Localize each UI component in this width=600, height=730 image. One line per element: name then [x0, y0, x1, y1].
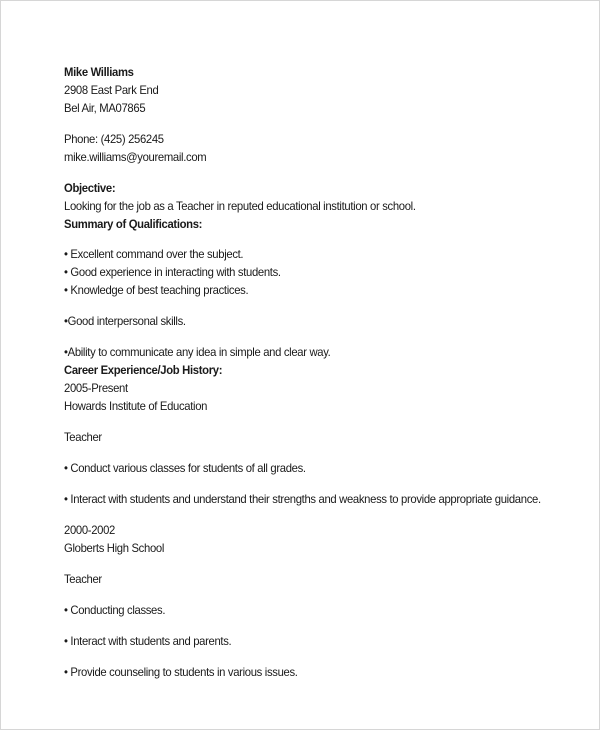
job-duty: • Conduct various classes for students of all grades. [64, 461, 306, 475]
resume-content [64, 63, 541, 681]
objective-heading: Objective: [64, 181, 116, 195]
phone-number: Phone: (425) 256245 [64, 132, 164, 146]
experience-heading: Career Experience/Job History: [64, 363, 223, 377]
job-duty: • Conducting classes. [64, 603, 166, 617]
job-role: Teacher [64, 430, 102, 444]
qualifications-heading: Summary of Qualifications: [64, 217, 203, 231]
job-duty: • Interact with students and parents. [64, 634, 232, 648]
job-employer: Globerts High School [64, 541, 165, 555]
job-duty: • Provide counseling to students in various issues. [64, 665, 298, 679]
job-period: 2005-Present [64, 381, 128, 395]
address-line-1: 2908 East Park End [64, 83, 159, 97]
job-period: 2000-2002 [64, 523, 115, 537]
qualification-item: • Excellent command over the subject. [64, 247, 244, 261]
qualification-item: • Knowledge of best teaching practices. [64, 283, 249, 297]
objective-text: Looking for the job as a Teacher in reputed educational institution or school. [64, 199, 416, 213]
job-duty: • Interact with students and understand their strengths and weakness to provide appropriate guidance. [64, 492, 541, 506]
job-role: Teacher [64, 572, 102, 586]
address-line-2: Bel Air, MA07865 [64, 101, 146, 115]
qualification-item: •Good interpersonal skills. [64, 314, 186, 328]
qualification-item: •Ability to communicate any idea in simple and clear way. [64, 345, 331, 359]
email-address: mike.williams@youremail.com [64, 150, 207, 164]
job-employer: Howards Institute of Education [64, 399, 208, 413]
candidate-name: Mike Williams [64, 65, 134, 79]
qualification-item: • Good experience in interacting with students. [64, 265, 281, 279]
